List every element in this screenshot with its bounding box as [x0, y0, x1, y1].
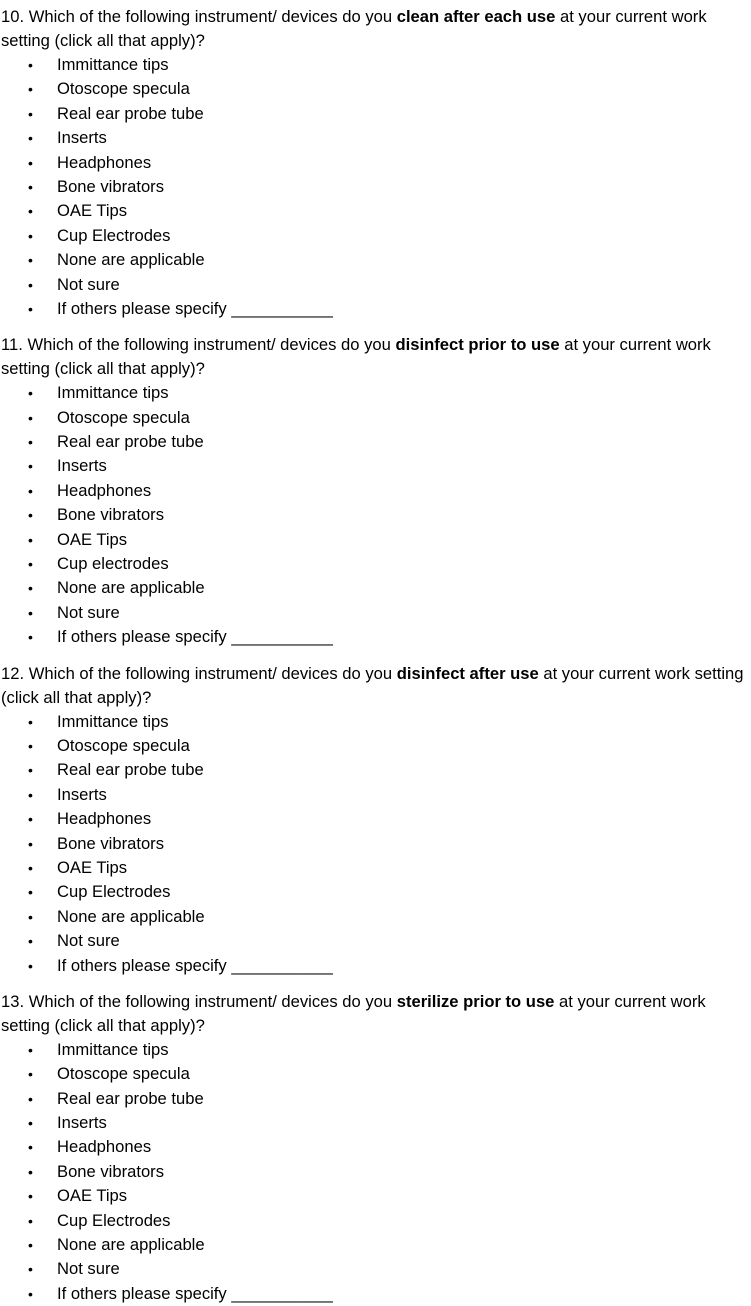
option-item[interactable]	[1, 576, 747, 600]
question-emphasis: disinfect prior to use	[395, 335, 560, 355]
bullet-icon: •	[28, 81, 33, 98]
option-label: None are applicable	[57, 906, 205, 926]
option-label: Not sure	[57, 1259, 120, 1279]
option-list	[1, 1038, 747, 1306]
option-item[interactable]	[1, 175, 747, 199]
bullet-icon: •	[28, 154, 33, 171]
question-text	[1, 333, 747, 381]
option-item[interactable]	[1, 929, 747, 953]
option-item[interactable]	[1, 77, 747, 101]
option-label: Not sure	[57, 274, 120, 294]
option-item[interactable]	[1, 832, 747, 856]
question-text-after: at your current work setting (click all that apply)?	[1, 991, 706, 1035]
bullet-icon: •	[28, 859, 33, 876]
question-11	[1, 333, 747, 649]
question-emphasis: disinfect after use	[396, 663, 539, 683]
bullet-icon: •	[28, 629, 33, 646]
option-label: Not sure	[57, 602, 120, 622]
option-item[interactable]	[1, 880, 747, 904]
option-label: Bone vibrators	[57, 505, 164, 525]
bullet-icon: •	[28, 1066, 33, 1083]
bullet-icon: •	[28, 884, 33, 901]
option-item[interactable]	[1, 783, 747, 807]
option-item[interactable]	[1, 1209, 747, 1233]
bullet-icon: •	[28, 737, 33, 754]
option-label: Cup Electrodes	[57, 225, 171, 245]
option-item[interactable]	[1, 1135, 747, 1159]
option-label: None are applicable	[57, 578, 205, 598]
option-list	[1, 53, 747, 321]
option-label: None are applicable	[57, 1235, 205, 1255]
option-label: Inserts	[57, 128, 107, 148]
bullet-icon: •	[28, 409, 33, 426]
question-number: 12.	[1, 663, 25, 683]
bullet-icon: •	[28, 300, 33, 317]
option-item-other[interactable]	[1, 1282, 747, 1306]
option-item-other[interactable]	[1, 297, 747, 321]
option-label: Headphones	[57, 152, 152, 172]
option-label: OAE Tips	[57, 529, 128, 549]
option-item[interactable]	[1, 1160, 747, 1184]
question-text-before: Which of the following instrument/ devices do you	[27, 335, 396, 355]
bullet-icon: •	[28, 1163, 33, 1180]
question-text-before: Which of the following instrument/ devices do you	[28, 663, 397, 683]
option-label: If others please specify ___________	[57, 955, 333, 975]
option-label: Inserts	[57, 784, 107, 804]
option-item[interactable]	[1, 479, 747, 503]
bullet-icon: •	[28, 105, 33, 122]
bullet-icon: •	[28, 57, 33, 73]
option-item-other[interactable]	[1, 625, 747, 649]
bullet-icon: •	[28, 1115, 33, 1132]
bullet-icon: •	[28, 713, 33, 730]
option-item[interactable]	[1, 406, 747, 430]
option-item[interactable]	[1, 528, 747, 552]
bullet-icon: •	[28, 933, 33, 950]
option-item[interactable]	[1, 1257, 747, 1281]
option-item[interactable]	[1, 1184, 747, 1208]
option-item[interactable]	[1, 807, 747, 831]
bullet-icon: •	[28, 556, 33, 573]
question-text	[1, 990, 747, 1038]
option-item[interactable]	[1, 151, 747, 175]
question-text-before: Which of the following instrument/ devices do you	[28, 991, 397, 1011]
option-label: Headphones	[57, 480, 152, 500]
option-label: If others please specify ___________	[57, 627, 333, 647]
bullet-icon: •	[28, 580, 33, 597]
option-label: Inserts	[57, 1113, 107, 1133]
option-label: Cup Electrodes	[57, 1210, 171, 1230]
option-label: If others please specify ___________	[57, 1283, 333, 1303]
option-label: Bone vibrators	[57, 176, 164, 196]
option-item[interactable]	[1, 199, 747, 223]
option-label: OAE Tips	[57, 201, 128, 221]
option-item[interactable]	[1, 601, 747, 625]
bullet-icon: •	[28, 203, 33, 220]
bullet-icon: •	[28, 1188, 33, 1205]
bullet-icon: •	[28, 130, 33, 147]
option-label: Otoscope specula	[57, 79, 190, 99]
option-item[interactable]	[1, 454, 747, 478]
option-label: Immittance tips	[57, 55, 169, 74]
bullet-icon: •	[28, 1285, 33, 1302]
option-label: Headphones	[57, 1137, 152, 1157]
question-text-after: at your current work setting (click all that apply)?	[1, 335, 711, 379]
bullet-icon: •	[28, 1212, 33, 1229]
option-label: Real ear probe tube	[57, 432, 204, 452]
bullet-icon: •	[28, 1261, 33, 1278]
option-label: If others please specify ___________	[57, 298, 333, 318]
option-item[interactable]	[1, 1233, 747, 1257]
option-list	[1, 710, 747, 978]
bullet-icon: •	[28, 1139, 33, 1156]
option-label: Immittance tips	[57, 383, 169, 403]
bullet-icon: •	[28, 531, 33, 548]
option-item[interactable]	[1, 905, 747, 929]
bullet-icon: •	[28, 1041, 33, 1058]
option-label: Headphones	[57, 809, 152, 829]
option-item[interactable]	[1, 224, 747, 248]
option-item[interactable]	[1, 53, 747, 77]
option-label: Immittance tips	[57, 1039, 169, 1059]
option-item[interactable]	[1, 1038, 747, 1062]
option-item[interactable]	[1, 1087, 747, 1111]
question-number: 11.	[1, 335, 23, 355]
question-text-after: at your current work setting (click all that apply)?	[1, 663, 744, 707]
option-item[interactable]	[1, 758, 747, 782]
bullet-icon: •	[28, 1090, 33, 1107]
option-label: Cup Electrodes	[57, 882, 171, 902]
bullet-icon: •	[28, 762, 33, 779]
option-label: None are applicable	[57, 250, 205, 270]
option-label: Immittance tips	[57, 711, 169, 731]
bullet-icon: •	[28, 276, 33, 293]
question-text-after: at your current work setting (click all that apply)?	[1, 7, 707, 50]
option-label: Bone vibrators	[57, 833, 164, 853]
option-item[interactable]	[1, 710, 747, 734]
bullet-icon: •	[28, 507, 33, 524]
question-emphasis: sterilize prior to use	[396, 991, 555, 1011]
bullet-icon: •	[28, 458, 33, 475]
option-item[interactable]	[1, 1111, 747, 1135]
bullet-icon: •	[28, 1237, 33, 1254]
option-item[interactable]	[1, 734, 747, 758]
option-item[interactable]	[1, 273, 747, 297]
bullet-icon: •	[28, 811, 33, 828]
bullet-icon: •	[28, 482, 33, 499]
option-label: Real ear probe tube	[57, 760, 204, 780]
option-label: Not sure	[57, 931, 120, 951]
question-13	[1, 990, 747, 1306]
option-item[interactable]	[1, 856, 747, 880]
option-item[interactable]	[1, 552, 747, 576]
option-item[interactable]	[1, 248, 747, 272]
bullet-icon: •	[28, 385, 33, 402]
option-label: Otoscope specula	[57, 1064, 190, 1084]
bullet-icon: •	[28, 227, 33, 244]
bullet-icon: •	[28, 786, 33, 803]
question-text	[1, 662, 747, 710]
bullet-icon: •	[28, 835, 33, 852]
question-text-before: Which of the following instrument/ devices do you	[28, 7, 397, 26]
option-item[interactable]	[1, 503, 747, 527]
question-emphasis: clean after each use	[396, 7, 556, 26]
option-item[interactable]	[1, 430, 747, 454]
option-item[interactable]	[1, 1062, 747, 1086]
option-item[interactable]	[1, 126, 747, 150]
bullet-icon: •	[28, 252, 33, 269]
question-text	[1, 5, 747, 53]
option-item-other[interactable]	[1, 954, 747, 978]
option-list	[1, 381, 747, 649]
option-label: Real ear probe tube	[57, 103, 204, 123]
option-label: Bone vibrators	[57, 1161, 164, 1181]
bullet-icon: •	[28, 957, 33, 974]
question-12	[1, 662, 747, 978]
option-label: Inserts	[57, 456, 107, 476]
bullet-icon: •	[28, 178, 33, 195]
bullet-icon: •	[28, 604, 33, 621]
option-label: Real ear probe tube	[57, 1088, 204, 1108]
option-item[interactable]	[1, 381, 747, 405]
option-label: Otoscope specula	[57, 735, 190, 755]
option-label: OAE Tips	[57, 1186, 128, 1206]
question-number: 13.	[1, 991, 25, 1011]
option-label: OAE Tips	[57, 857, 128, 877]
bullet-icon: •	[28, 434, 33, 451]
option-label: Cup electrodes	[57, 554, 169, 574]
option-item[interactable]	[1, 102, 747, 126]
option-label: Otoscope specula	[57, 407, 190, 427]
question-number: 10.	[1, 7, 25, 26]
bullet-icon: •	[28, 908, 33, 925]
question-10	[1, 5, 747, 321]
